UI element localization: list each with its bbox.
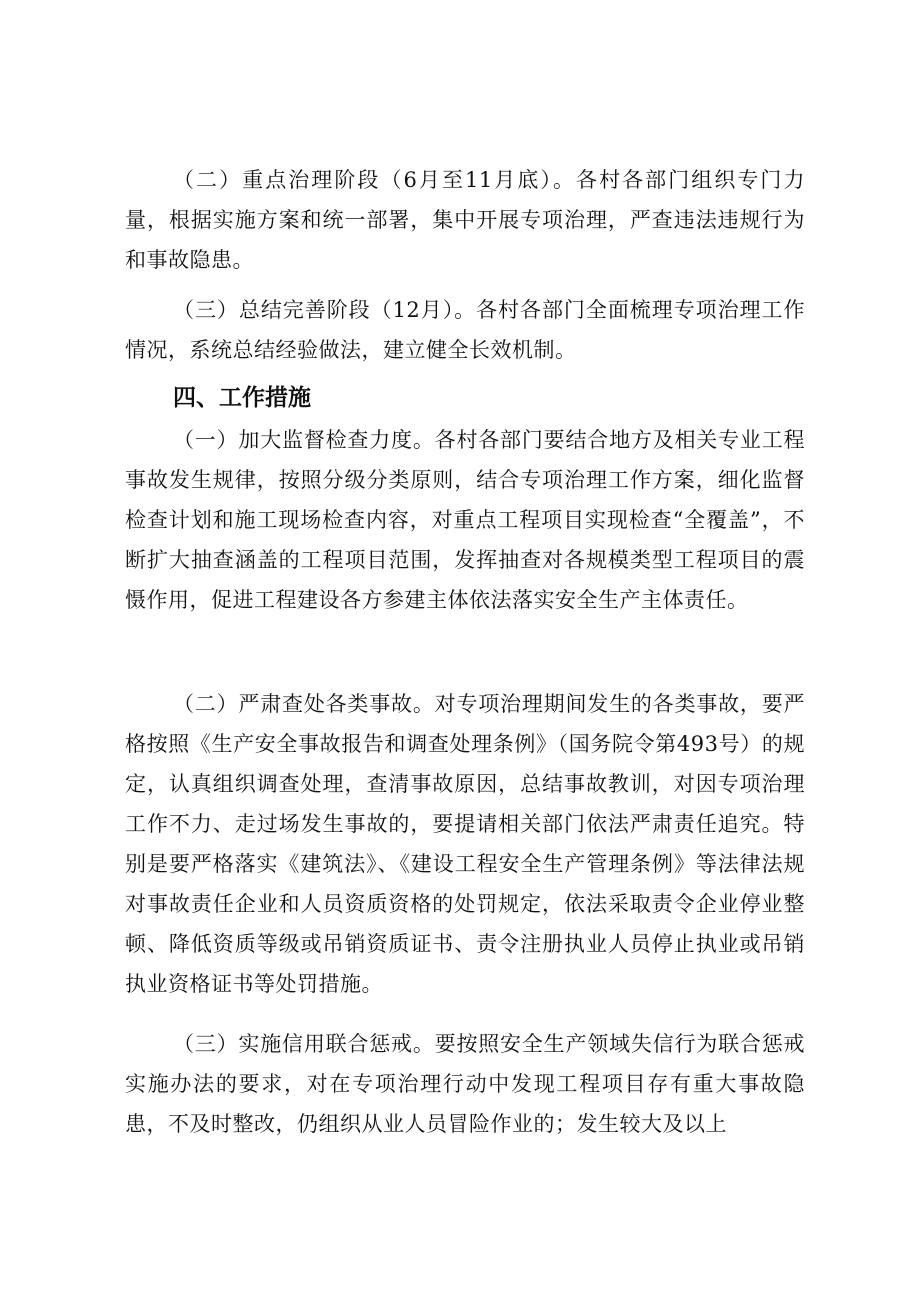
paragraph-measure-three: （三）实施信用联合惩戒。要按照安全生产领域失信行为联合惩戒实施办法的要求，对在专项治理行动中发现工程项目存有重大事故隐患，不及时整改，仍组织从业人员冒险作业的；发生较大及以上 [125, 1032, 805, 1136]
paragraph-measure-two: （二）严肃查处各类事故。对专项治理期间发生的各类事故，要严格按照《生产安全事故报告和调查处理条例》（国务院令第493号）的规定，认真组织调查处理，查清事故原因，总结事故教训，对因专项治理工作不力、走过场发生事故的，要提请相关部门依法严肃责任追究。特别是要严格落实《建筑法》、《建设工程安全生产管理条例》等法律法规对事故责任企业和人员资质资格的处罚规定，依法采取责令企业停业整顿、降低资质等级或吊销资质证书、责令注册执业人员停止执业或吊销执业资格证书等处罚措施。 [125, 692, 805, 996]
paragraph-phase-two: （二）重点治理阶段（6月至11月底）。各村各部门组织专门力量，根据实施方案和统一部署，集中开展专项治理，严查违法违规行为和事故隐患。 [125, 168, 805, 272]
paragraph-measure-one: （一）加大监督检查力度。各村各部门要结合地方及相关专业工程事故发生规律，按照分级分类原则，结合专项治理工作方案，细化监督检查计划和施工现场检查内容，对重点工程项目实现检查“全覆盖”，不断扩大抽查涵盖的工程项目范围，发挥抽查对各规模类型工程项目的震慑作用，促进工程建设各方参建主体依法落实安全生产主体责任。 [125, 428, 805, 612]
section-heading: 四、工作措施 [173, 385, 311, 411]
paragraph-phase-three: （三）总结完善阶段（12月）。各村各部门全面梳理专项治理工作情况，系统总结经验做法，建立健全长效机制。 [125, 298, 805, 362]
